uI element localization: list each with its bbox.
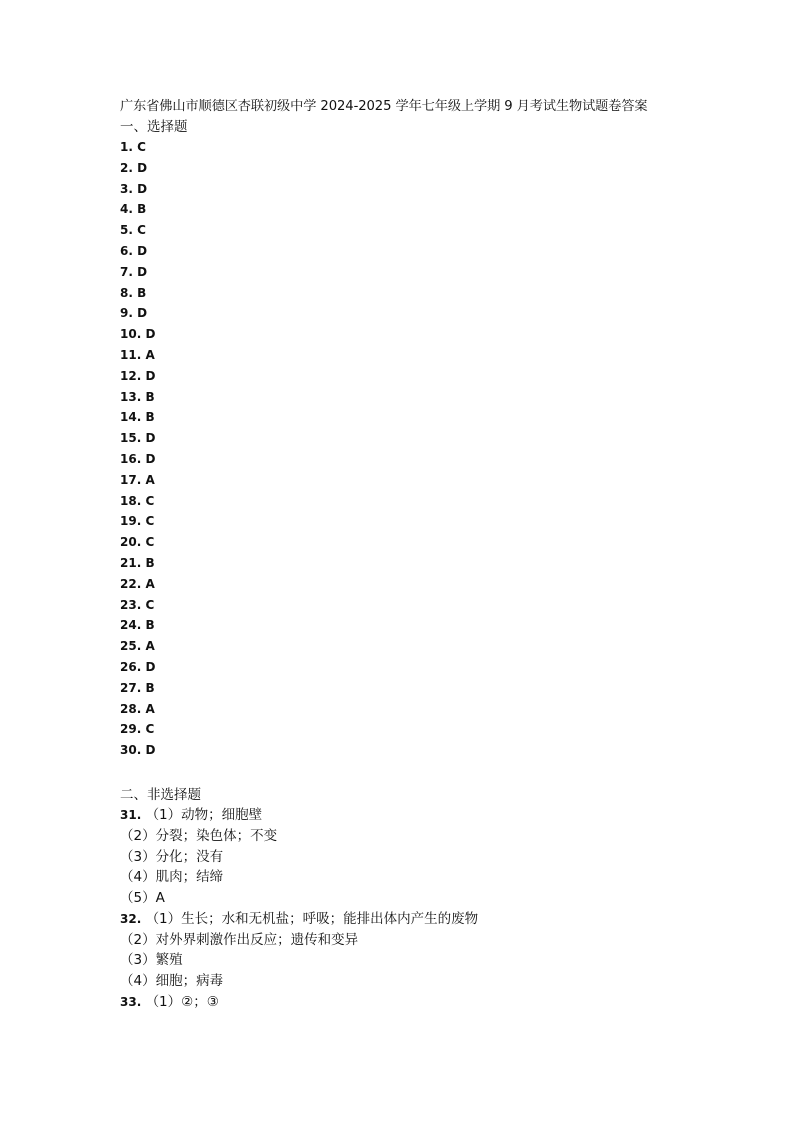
answer-letter: D xyxy=(145,368,156,383)
answer-text: （1）生长；水和无机盐；呼吸；能排出体内产生的废物 xyxy=(145,910,479,927)
answer-letter: D xyxy=(145,431,156,446)
answer-letter: B xyxy=(145,680,155,695)
question-number: 32. xyxy=(120,911,142,926)
question-number: 15. xyxy=(120,431,142,446)
question-number: 20. xyxy=(120,535,142,550)
answer-text: （1）②；③ xyxy=(145,994,219,1011)
choice-answer-row xyxy=(120,262,760,283)
nonchoice-answer-line xyxy=(120,867,760,888)
choice-answer-row xyxy=(120,470,760,491)
answer-letter: B xyxy=(145,618,155,633)
choice-answer-row xyxy=(120,636,760,657)
answer-text: （1）动物；细胞壁 xyxy=(145,806,263,823)
answer-letter: D xyxy=(137,160,148,175)
answer-letter: C xyxy=(137,223,146,238)
question-number: 21. xyxy=(120,555,142,570)
question-number: 11. xyxy=(120,347,142,362)
choice-answer-row xyxy=(120,491,760,512)
question-number: 5. xyxy=(120,223,133,238)
answer-letter: D xyxy=(145,659,156,674)
question-number: 28. xyxy=(120,701,142,716)
answer-letter: B xyxy=(137,285,147,300)
answer-letter: C xyxy=(145,535,155,550)
choice-answer-row xyxy=(120,407,760,428)
answer-letter: A xyxy=(145,639,155,654)
choice-answer-row xyxy=(120,574,760,595)
answer-letter: B xyxy=(145,555,155,570)
question-number: 24. xyxy=(120,618,142,633)
section-heading-nonchoice: 二、非选择题 xyxy=(120,786,201,803)
question-number: 29. xyxy=(120,722,142,737)
question-number: 31. xyxy=(120,807,142,822)
choice-answer-row xyxy=(120,449,760,470)
section-gap xyxy=(120,761,760,785)
question-number: 23. xyxy=(120,597,142,612)
question-number: 33. xyxy=(120,995,142,1010)
nonchoice-answer-line xyxy=(120,847,760,868)
question-number: 13. xyxy=(120,389,142,404)
answer-text: （4）细胞；病毒 xyxy=(120,973,224,990)
answer-letter: A xyxy=(145,347,155,362)
choice-answer-row xyxy=(120,158,760,179)
nonchoice-answer-line xyxy=(120,992,760,1013)
answer-letter: A xyxy=(145,701,155,716)
question-number: 17. xyxy=(120,472,142,487)
answer-letter: D xyxy=(145,451,156,466)
section-heading-choice: 一、选择题 xyxy=(120,119,188,135)
nonchoice-answer-line xyxy=(120,805,760,826)
nonchoice-answer-line xyxy=(120,950,760,971)
question-number: 14. xyxy=(120,410,142,425)
question-number: 30. xyxy=(120,743,142,758)
choice-answer-row xyxy=(120,532,760,553)
choice-answer-row xyxy=(120,220,760,241)
choice-answer-row xyxy=(120,366,760,387)
choice-answer-row xyxy=(120,511,760,532)
nonchoice-answer-line xyxy=(120,909,760,930)
choice-answer-row xyxy=(120,657,760,678)
answer-letter: A xyxy=(145,472,155,487)
nonchoice-answer-line xyxy=(120,971,760,992)
answer-letter: C xyxy=(145,597,155,612)
choice-answer-row xyxy=(120,428,760,449)
question-number: 7. xyxy=(120,264,133,279)
answer-letter: C xyxy=(137,140,146,154)
question-number: 6. xyxy=(120,243,133,258)
answer-letter: D xyxy=(137,181,148,196)
answer-letter: C xyxy=(145,514,155,529)
nonchoice-answer-line xyxy=(120,930,760,951)
question-number: 18. xyxy=(120,493,142,508)
choice-answer-row xyxy=(120,241,760,262)
choice-answer-row xyxy=(120,615,760,636)
choice-answer-row xyxy=(120,199,760,220)
answer-letter: D xyxy=(137,264,148,279)
answer-text: （4）肌肉；结缔 xyxy=(120,869,224,886)
answer-text: （3）繁殖 xyxy=(120,952,183,969)
answer-letter: B xyxy=(137,202,147,217)
choice-answer-row xyxy=(120,595,760,616)
answer-letter: C xyxy=(145,722,155,737)
choice-answer-row xyxy=(120,387,760,408)
answer-letter: D xyxy=(145,743,156,758)
document-title: 广东省佛山市顺德区杏联初级中学 2024-2025 学年七年级上学期 9 月考试生物试题卷答案 xyxy=(120,99,648,114)
question-number: 26. xyxy=(120,659,142,674)
answer-text: （2）对外界刺激作出反应；遗传和变异 xyxy=(120,931,359,948)
question-number: 9. xyxy=(120,306,133,321)
answer-letter: D xyxy=(137,306,148,321)
nonchoice-answer-list xyxy=(120,805,760,1013)
choice-answer-row xyxy=(120,553,760,574)
choice-answer-list xyxy=(120,137,760,761)
choice-answer-row xyxy=(120,283,760,304)
answer-letter: D xyxy=(137,243,148,258)
question-number: 27. xyxy=(120,680,142,695)
choice-answer-row xyxy=(120,740,760,761)
answer-text: （2）分裂；染色体；不变 xyxy=(120,827,278,844)
choice-answer-row xyxy=(120,345,760,366)
answer-letter: A xyxy=(145,576,155,591)
question-number: 25. xyxy=(120,639,142,654)
answer-letter: C xyxy=(145,493,155,508)
answer-letter: B xyxy=(145,410,155,425)
answer-text: （3）分化；没有 xyxy=(120,848,224,865)
question-number: 1. xyxy=(120,140,133,154)
choice-answer-row xyxy=(120,303,760,324)
question-number: 2. xyxy=(120,160,133,175)
choice-answer-row xyxy=(120,699,760,720)
answer-letter: B xyxy=(145,389,155,404)
question-number: 16. xyxy=(120,451,142,466)
question-number: 12. xyxy=(120,368,142,383)
nonchoice-answer-line xyxy=(120,888,760,909)
choice-answer-row xyxy=(120,324,760,345)
question-number: 8. xyxy=(120,285,133,300)
question-number: 19. xyxy=(120,514,142,529)
nonchoice-answer-line xyxy=(120,826,760,847)
choice-answer-row xyxy=(120,179,760,200)
choice-answer-row xyxy=(120,137,760,158)
question-number: 3. xyxy=(120,181,133,196)
question-number: 4. xyxy=(120,202,133,217)
answer-letter: D xyxy=(145,327,156,342)
question-number: 10. xyxy=(120,327,142,342)
choice-answer-row xyxy=(120,678,760,699)
document-content xyxy=(120,97,760,1013)
choice-answer-row xyxy=(120,719,760,740)
answer-text: （5）A xyxy=(120,890,165,907)
question-number: 22. xyxy=(120,576,142,591)
